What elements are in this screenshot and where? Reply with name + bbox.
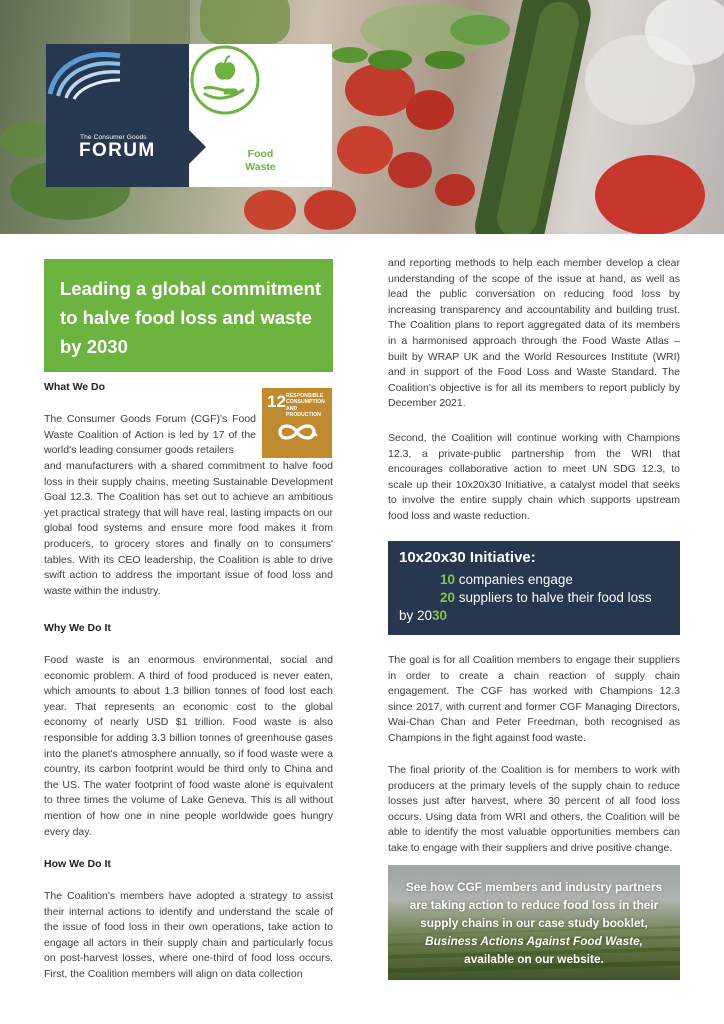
initiative-box <box>388 541 680 635</box>
callout-line-3: supply chains in our case study booklet, <box>420 916 648 930</box>
callout-line-1: See how CGF members and industry partners <box>405 880 663 894</box>
champions-text: Second, the Coalition will continue working with Champions 12.3, a private-public partnership from the WRI that encourages collaborative action to meet UN SDG 12.3, to scale up their 10x20x30 Initiative, a catalyst model that seeks to involve the entire supply chain which supports upstream food loss and waste reduction. <box>388 432 680 522</box>
priority-text: The final priority of the Coalition is for members to work with producers at the primary levels of the supply chain to reduce losses just after harvest, where 30 percent of all food loss occurs. Using data from WRI and others, the Coalition will be able to identify the most valuable opportunities members can take to engage with their suppliers and drive positive change. <box>388 764 680 854</box>
booklet-title-link[interactable]: Business Actions Against Food Waste, <box>425 934 643 948</box>
initiative-line-suppliers <box>440 590 652 605</box>
what-body-text: and manufacturers with a shared commitment to halve food loss in their supply chains, meeting Sustainable Development Goal 12.3. The Coalition has set out to achieve an ambitious yet practical strategy that will have real, lasting impacts on our global food systems and ensure more food makes it from producers, to grocery stores and finally on to consumers' tables. With its CEO leadership, the Coalition is able to drive swift action to address the important issue of food loss and waste within the industry. <box>44 460 333 597</box>
initiative-number-10: 10 <box>440 572 456 587</box>
initiative-number-30: 30 <box>432 608 448 623</box>
panel-arrow <box>189 130 206 164</box>
callout-line-5: available on our website. <box>464 952 604 966</box>
cgf-logo-panel <box>46 44 189 187</box>
badge-label-food: Food <box>247 148 274 160</box>
why-body-text: Food waste is an enormous environmental, social and economic problem. A third of food produced is never eaten, which amounts to about 1.3 billion tonnes of food lost each year. That represents an economic cost to the global economy of nearly USD $1 trillion. Food waste is also responsible for adding 3.3 billion tonnes of greenhouse gases into the planet's atmosphere annually, so if food waste were a country, its carbon footprint would be third only to China and the US. The water footprint of food waste alone is equivalent to three times the volume of Lake Geneva. This is all without mention of how one in nine people worldwide goes hungry every day. <box>44 654 333 838</box>
brand-tagline: The Consumer Goods <box>80 134 147 141</box>
hero-photo <box>0 0 724 234</box>
what-intro-text: The Consumer Goods Forum (CGF)'s Food Waste Coalition of Action is led by 17 of the world's leading consumer goods retailers <box>44 413 256 457</box>
initiative-text-companies: companies engage <box>455 572 573 587</box>
initiative-number-20: 20 <box>440 590 456 605</box>
goal-text: The goal is for all Coalition members to engage their suppliers in order to create a chain reaction of supply chain engagement. The CGF has worked with Champions 12.3 since 2017, with current and former CGF Managing Directors, Wai-Chan Chan and Peter Freedman, both recognised as Champions in the fight against food waste. <box>388 654 680 744</box>
callout-line-2: are taking action to reduce food loss in their <box>409 898 659 912</box>
initiative-text-by: by 20 <box>399 608 433 623</box>
cgf-swoosh-icon <box>46 44 122 100</box>
sdg-label: RESPONSIBLE CONSUMPTION AND PRODUCTION <box>286 393 325 419</box>
food-waste-badge <box>189 44 332 187</box>
infinity-icon <box>276 421 318 443</box>
initiative-title: 10x20x30 Initiative: <box>399 549 536 566</box>
callout-text <box>388 878 680 968</box>
what-heading: What We Do <box>44 381 106 393</box>
apple-hand-icon <box>189 44 261 116</box>
case-study-callout[interactable] <box>388 865 680 980</box>
initiative-line-companies <box>440 572 573 587</box>
reporting-text: and reporting methods to help each member develop a clear understanding of the scope of the issue at hand, as well as lead the public conversation on reducing food loss by increasing transparency and accountability and building trust. The Coalition plans to report aggregated data of its members in a harmonised approach through the Food Waste Atlas – built by WRAP UK and the World Resources Institute (WRI) and in support of the Food Loss and Waste Standard. The Coalition's objective is for all its members to report publicly by December 2021. <box>388 257 680 410</box>
how-body-text: The Coalition's members have adopted a strategy to assist their internal actions to identify and understand the scale of the issue of food loss in their own operations, take action to engage all actors in their supply chain and particularly focus on post-harvest losses, where one-third of food loss occurs. First, the Coalition members will align on data collection <box>44 890 333 980</box>
initiative-line-year <box>399 608 447 623</box>
why-heading: Why We Do It <box>44 622 111 634</box>
headline-panel <box>44 259 333 372</box>
initiative-text-suppliers: suppliers to halve their food loss <box>455 590 652 605</box>
brand-name: FORUM <box>79 140 156 161</box>
sdg-12-badge <box>262 388 332 458</box>
page-title: Leading a global commitment to halve food loss and waste by 2030 <box>60 278 322 357</box>
badge-label-waste: Waste <box>245 161 276 173</box>
sdg-number: 12 <box>267 392 286 411</box>
how-heading: How We Do It <box>44 858 111 870</box>
